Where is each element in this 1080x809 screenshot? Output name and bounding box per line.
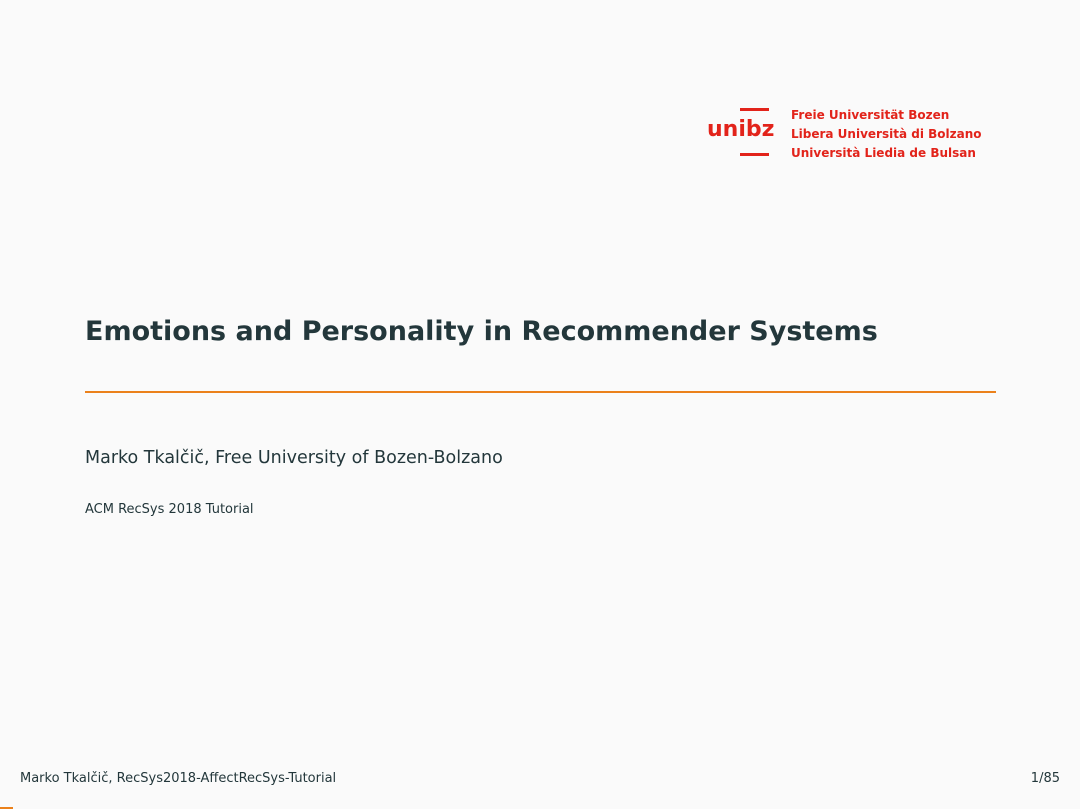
slide-event: ACM RecSys 2018 Tutorial [85,502,254,517]
logo-line-ladin: Università Liedia de Bulsan [791,146,976,160]
slide-author: Marko Tkalčič, Free University of Bozen-Bolzano [85,448,503,468]
logo-bar-bottom [740,153,769,156]
slide-title: Emotions and Personality in Recommender Systems [85,316,878,347]
logo-line-italian: Libera Università di Bolzano [791,127,982,141]
logo-wordmark: unibz [707,117,775,142]
logo-line-german: Freie Universität Bozen [791,108,950,122]
university-logo [707,104,982,162]
page-number: 1/85 [1030,771,1060,786]
logo-mark [707,104,775,160]
footer-text: Marko Tkalčič, RecSys2018-AffectRecSys-Tutorial [20,771,337,786]
logo-university-names [791,106,981,163]
logo-bar-top [740,108,769,111]
title-divider [85,391,996,393]
